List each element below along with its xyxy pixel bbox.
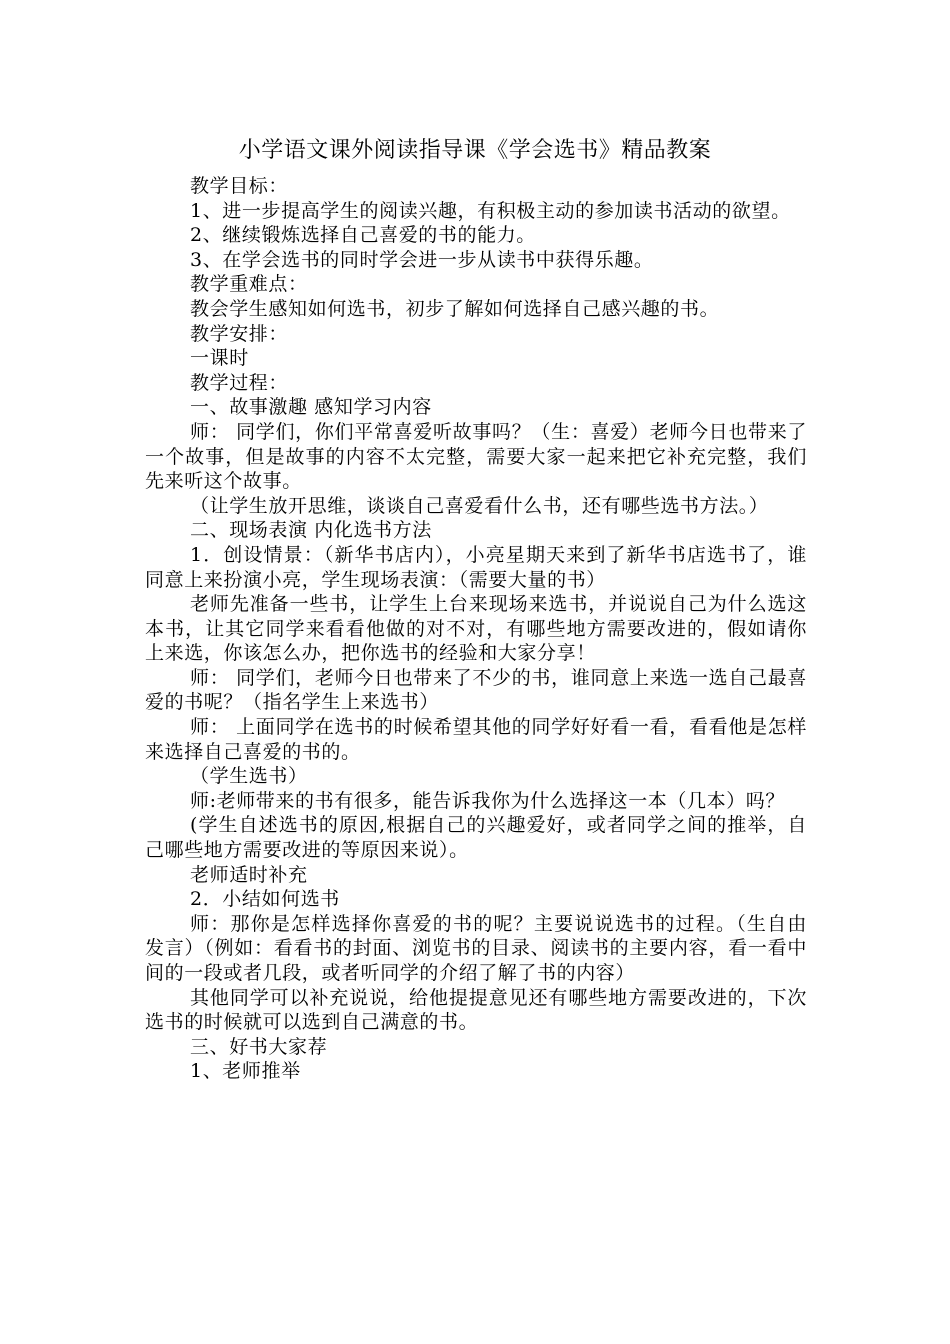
document-body xyxy=(145,174,807,1084)
heading-teaching-goals: 教学目标： xyxy=(190,175,289,197)
subsection-heading: 1、老师推举 xyxy=(190,1060,301,1083)
section-3-heading: 三、好书大家荐 xyxy=(190,1035,328,1058)
key-points-text: 教会学生感知如何选书，初步了解如何选择自己感兴趣的书。 xyxy=(190,297,720,320)
heading-process: 教学过程： xyxy=(190,371,289,394)
goal-item-3: 3、在学会选书的同时学会进一步从读书中获得乐趣。 xyxy=(190,248,654,271)
paragraph: （让学生放开思维，谈谈自己喜爱看什么书，还有哪些选书方法。） xyxy=(190,494,769,517)
paragraph: 师： 同学们，你们平常喜爱听故事吗？（生：喜爱）老师今日也带来了一个故事，但是故事的内容不太完整，需要大家一起来把它补充完整，我们先来听这个故事。 xyxy=(145,420,807,493)
document-title: 小学语文课外阅读指导课《学会选书》精品教案 xyxy=(238,138,712,163)
goal-item-2: 2、继续锻炼选择自己喜爱的书的能力。 xyxy=(190,224,536,247)
heading-schedule: 教学安排： xyxy=(190,322,289,345)
paragraph: （学生选书） xyxy=(190,765,308,788)
goal-item-1: 1、进一步提高学生的阅读兴趣，有积极主动的参加读书活动的欲望。 xyxy=(190,199,791,222)
section-1-heading: 一、故事激趣 感知学习内容 xyxy=(190,396,432,419)
paragraph: 师:老师带来的书有很多，能告诉我你为什么选择这一本（几本）吗？ xyxy=(190,789,786,812)
paragraph: 师： 同学们，老师今日也带来了不少的书，谁同意上来选一选自己最喜爱的书呢？（指名学生上来选书） xyxy=(145,666,807,714)
paragraph: 师：那你是怎样选择你喜爱的书的呢？主要说说选书的过程。（生自由发言）（例如：看看书的封面、浏览书的目录、阅读书的主要内容，看一看中间的一段或者几段，或者听同学的介绍了解了书的内容） xyxy=(145,912,807,984)
schedule-text: 一课时 xyxy=(190,347,249,370)
paragraph: 老师适时补充 xyxy=(190,863,308,886)
paragraph: 1．创设情景：（新华书店内），小亮星期天来到了新华书店选书了，谁同意上来扮演小亮，学生现场表演：（需要大量的书） xyxy=(145,543,807,591)
paragraph: (学生自述选书的原因,根据自己的兴趣爱好，或者同学之间的推举，自己哪些地方需要改进的等原因来说）。 xyxy=(145,814,807,862)
paragraph: 老师先准备一些书，让学生上台来现场来选书，并说说自己为什么选这本书，让其它同学来看看他做的对不对，有哪些地方需要改进的，假如请你上来选，你该怎么办，把你选书的经验和大家分享！ xyxy=(145,593,807,665)
subsection-heading: 2．小结如何选书 xyxy=(190,888,340,911)
heading-key-points: 教学重难点： xyxy=(190,273,308,296)
section-2-heading: 二、现场表演 内化选书方法 xyxy=(190,519,432,542)
paragraph: 师： 上面同学在选书的时候希望其他的同学好好看一看，看看他是怎样来选择自己喜爱的书的。 xyxy=(145,716,807,763)
paragraph: 其他同学可以补充说说，给他提提意见还有哪些地方需要改进的，下次选书的时候就可以选到自己满意的书。 xyxy=(145,986,807,1034)
